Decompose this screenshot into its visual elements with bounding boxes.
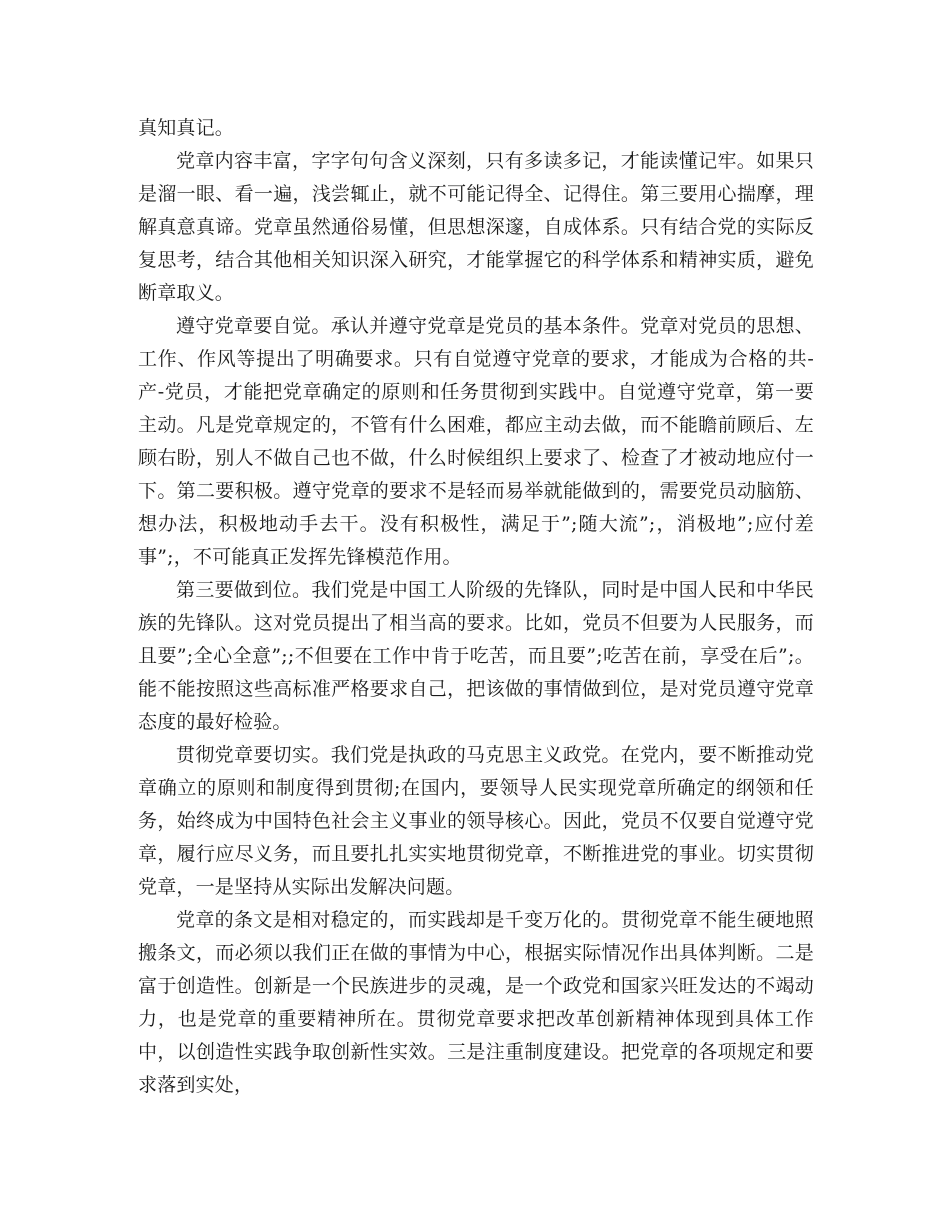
paragraph-4: 第三要做到位。我们党是中国工人阶级的先锋队，同时是中国人民和中华民族的先锋队。这对党员提出了相当高的要求。比如，党员不但要为人民服务，而且要”;全心全意”;;不但要在工作中肯于吃苦，而且要”;吃苦在前，享受在后”;。能不能按照这些高标准严格要求自己，把该做的事情做到位，是对党员遵守党章态度的最好检验。 bbox=[138, 579, 814, 733]
paragraph-5: 贯彻党章要切实。我们党是执政的马克思主义政党。在党内，要不断推动党章确立的原则和制度得到贯彻;在国内，要领导人民实现党章所确定的纲领和任务，始终成为中国特色社会主义事业的领导核心。因此，党员不仅要自觉遵守党章，履行应尽义务，而且要扎扎实实地贯彻党章，不断推进党的事业。切实贯彻党章，一是坚持从实际出发解决问题。 bbox=[138, 744, 814, 898]
paragraph-2: 党章内容丰富，字字句句含义深刻，只有多读多记，才能读懂记牢。如果只是溜一眼、看一遍，浅尝辄止，就不可能记得全、记得住。第三要用心揣摩，理解真意真谛。党章虽然通俗易懂，但思想深邃，自成体系。只有结合党的实际反复思考，结合其他相关知识深入研究，才能掌握它的科学体系和精神实质，避免断章取义。 bbox=[138, 150, 814, 304]
paragraph-1: 真知真记。 bbox=[138, 117, 235, 139]
paragraph-3: 遵守党章要自觉。承认并遵守党章是党员的基本条件。党章对党员的思想、工作、作风等提出了明确要求。只有自觉遵守党章的要求，才能成为合格的共-产-党员，才能把党章确定的原则和任务贯彻到实践中。自觉遵守党章，第一要主动。凡是党章规定的，不管有什么困难，都应主动去做，而不能瞻前顾后、左顾右盼，别人不做自己也不做，什么时候组织上要求了、检查了才被动地应付一下。第二要积极。遵守党章的要求不是轻而易举就能做到的，需要党员动脑筋、想办法，积极地动手去干。没有积极性，满足于”;随大流”;，消极地”;应付差事”;，不可能真正发挥先锋模范作用。 bbox=[138, 315, 814, 568]
paragraph-6: 党章的条文是相对稳定的，而实践却是千变万化的。贯彻党章不能生硬地照搬条文，而必须以我们正在做的事情为中心，根据实际情况作出具体判断。二是富于创造性。创新是一个民族进步的灵魂，是一个政党和国家兴旺发达的不竭动力，也是党章的重要精神所在。贯彻党章要求把改革创新精神体现到具体工作中，以创造性实践争取创新性实效。三是注重制度建设。把党章的各项规定和要求落到实处， bbox=[138, 909, 814, 1096]
document-body bbox=[138, 112, 814, 1102]
